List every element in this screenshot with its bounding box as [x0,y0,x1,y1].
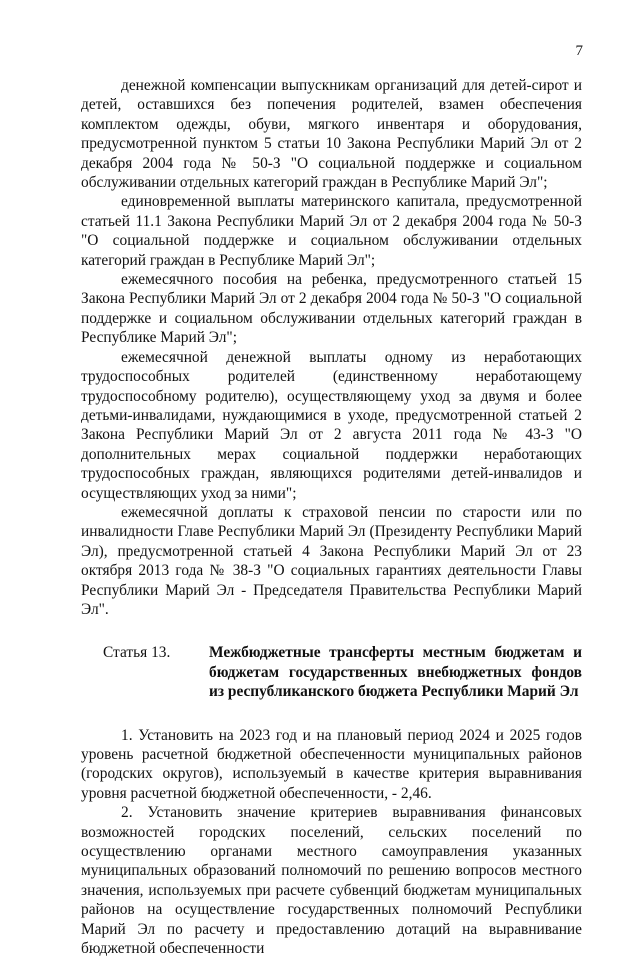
paragraph-item-1: 1. Установить на 2023 год и на плановый период 2024 и 2025 годов уровень расчетной бюджетной обеспеченности муниципальных районов (городских округов), используемый в качестве критерия выравнивания уровня расчетной бюджетной обеспеченности, - 2,46. [81,726,582,802]
article-heading [103,643,582,701]
page-number: 7 [575,43,583,59]
paragraph-maternity-capital: единовременной выплаты материнского капитала, предусмотренной статьей 11.1 Закона Республики Марий Эл от 2 декабря 2004 года № 50-З "О социальной поддержке и социальном обслуживании отдельных категорий граждан в Республике Марий Эл"; [81,193,582,269]
paragraph-item-2: 2. Установить значение критериев выравнивания финансовых возможностей городских поселений, сельских поселений по осуществлению органами местного самоуправления указанных муниципальных образований полномочий по решению вопросов местного значения, используемых при расчете субвенций бюджетам муниципальных районов на осуществление государственных полномочий Республики Марий Эл по расчету и предоставлению дотаций на выравнивание бюджетной обеспеченности [81,804,582,958]
article-title: Межбюджетные трансферты местным бюджетам и бюджетам государственных внебюджетных фондов из республиканского бюджета Республики Марий Эл [209,644,582,701]
document-body [81,76,582,958]
paragraph-graduates-compensation: денежной компенсации выпускникам организаций для детей-сирот и детей, оставшихся без попечения родителей, взамен обеспечения комплектом одежды, обуви, мягкого инвентаря и оборудования, предусмотренной пунктом 5 статьи 10 Закона Республики Марий Эл от 2 декабря 2004 года № 50-З "О социальной поддержке и социальном обслуживании отдельных категорий граждан в Республике Марий Эл"; [81,77,582,192]
paragraph-child-allowance: ежемесячного пособия на ребенка, предусмотренного статьей 15 Закона Республики Марий Эл от 2 декабря 2004 года № 50-З "О социальной поддержке и социальном обслуживании отдельных категорий граждан в Республике Марий Эл"; [81,271,582,347]
paragraph-pension-supplement: ежемесячной доплаты к страховой пенсии по старости или по инвалидности Главе Республики Марий Эл (Президенту Республики Марий Эл), предусмотренной статьей 4 Закона Республики Марий Эл от 23 октября 2013 года № 38-З "О социальных гарантиях деятельности Главы Республики Марий Эл - Председателя Правительства Республики Марий Эл". [81,503,582,618]
paragraph-caregiver-payment: ежемесячной денежной выплаты одному из неработающих трудоспособных родителей (единственному неработающему трудоспособному родителю), осуществляющему уход за двумя и более детьми-инвалидами, нуждающимися в уходе, предусмотренной статьей 2 Закона Республики Марий Эл от 2 августа 2011 года № 43-З "О дополнительных мерах социальной поддержки неработающих трудоспособных граждан, являющихся родителями детей-инвалидов и осуществляющих уход за ними"; [81,348,582,502]
article-label: Статья 13. [103,644,171,662]
